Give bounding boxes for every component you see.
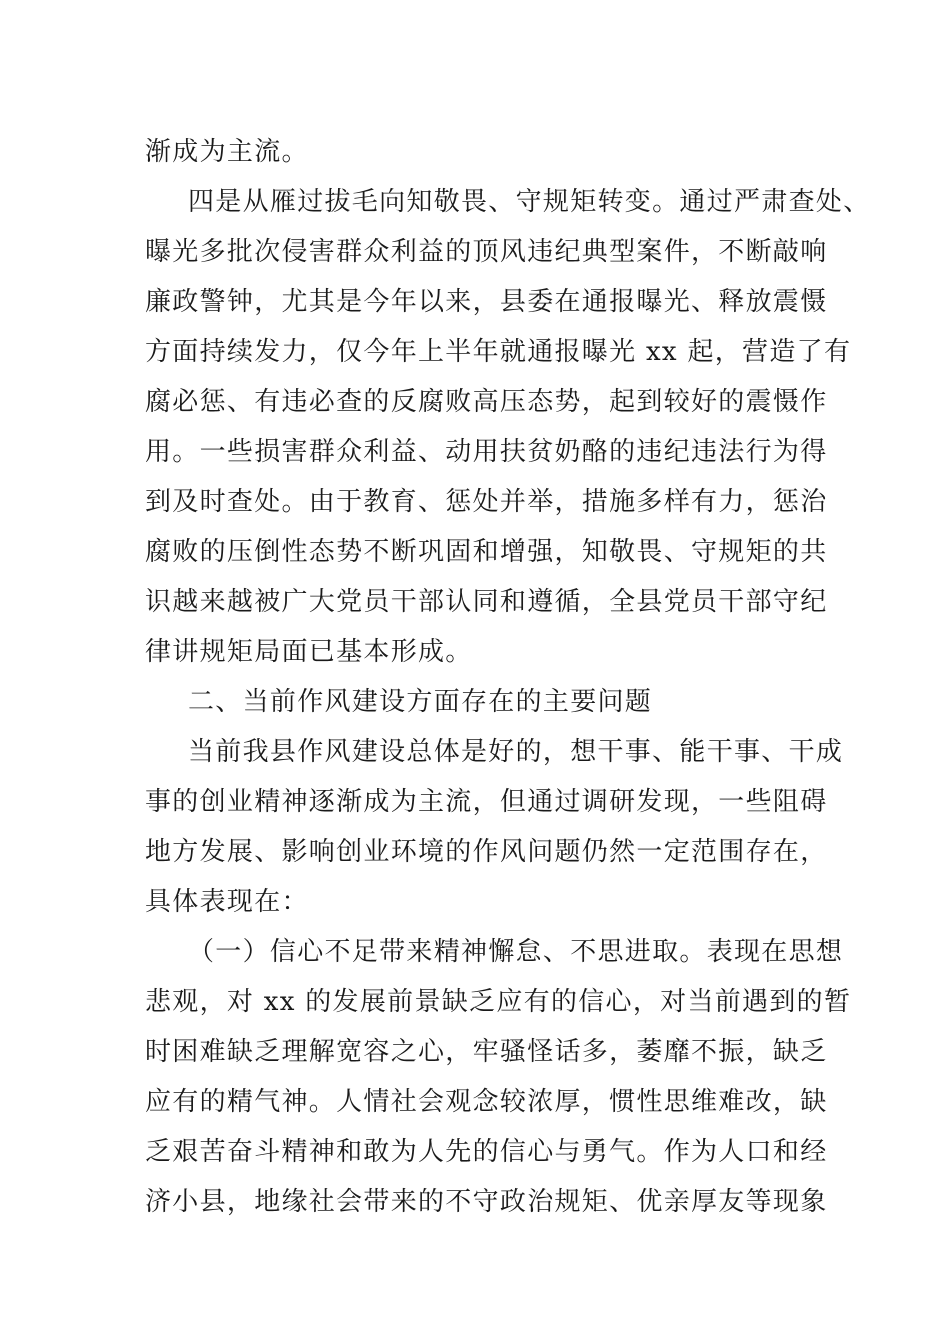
- text-line: 应有的精气神。人情社会观念较浓厚，惯性思维难改，缺: [145, 1087, 828, 1117]
- text-line: 腐必惩、有违必查的反腐败高压态势，起到较好的震慑作: [145, 387, 828, 417]
- text-line: 曝光多批次侵害群众利益的顶风违纪典型案件，不断敲响: [145, 237, 828, 267]
- text-line: 廉政警钟，尤其是今年以来，县委在通报曝光、释放震慑: [145, 287, 828, 317]
- text-line: 地方发展、影响创业环境的作风问题仍然一定范围存在，: [145, 837, 828, 867]
- text-line: 事的创业精神逐渐成为主流，但通过调研发现，一些阻碍: [145, 787, 828, 817]
- paragraph-start-line: 四是从雁过拔毛向知敬畏、守规矩转变。通过严肃查处、: [188, 187, 871, 217]
- section-heading: 二、当前作风建设方面存在的主要问题: [188, 687, 653, 717]
- text-line: 渐成为主流。: [145, 137, 309, 167]
- text-line: 腐败的压倒性态势不断巩固和增强，知敬畏、守规矩的共: [145, 537, 828, 567]
- text-line: 到及时查处。由于教育、惩处并举，措施多样有力，惩治: [145, 487, 828, 517]
- text-line: 乏艰苦奋斗精神和敢为人先的信心与勇气。作为人口和经: [145, 1137, 828, 1167]
- text-line: 悲观，对 xx 的发展前景缺乏应有的信心，对当前遇到的暂: [145, 987, 852, 1017]
- text-line: 具体表现在：: [145, 887, 309, 917]
- paragraph-start-line: 当前我县作风建设总体是好的，想干事、能干事、干成: [188, 737, 844, 767]
- text-line: 识越来越被广大党员干部认同和遵循，全县党员干部守纪: [145, 587, 828, 617]
- text-line: 用。一些损害群众利益、动用扶贫奶酪的违纪违法行为得: [145, 437, 828, 467]
- text-line: 方面持续发力，仅今年上半年就通报曝光 xx 起，营造了有: [145, 337, 852, 367]
- text-line: 时困难缺乏理解宽容之心，牢骚怪话多，萎靡不振，缺乏: [145, 1037, 828, 1067]
- subsection-heading-line: （一）信心不足带来精神懈怠、不思进取。表现在思想: [188, 937, 844, 967]
- text-line: 济小县，地缘社会带来的不守政治规矩、优亲厚友等现象: [145, 1187, 828, 1217]
- text-line: 律讲规矩局面已基本形成。: [145, 637, 473, 667]
